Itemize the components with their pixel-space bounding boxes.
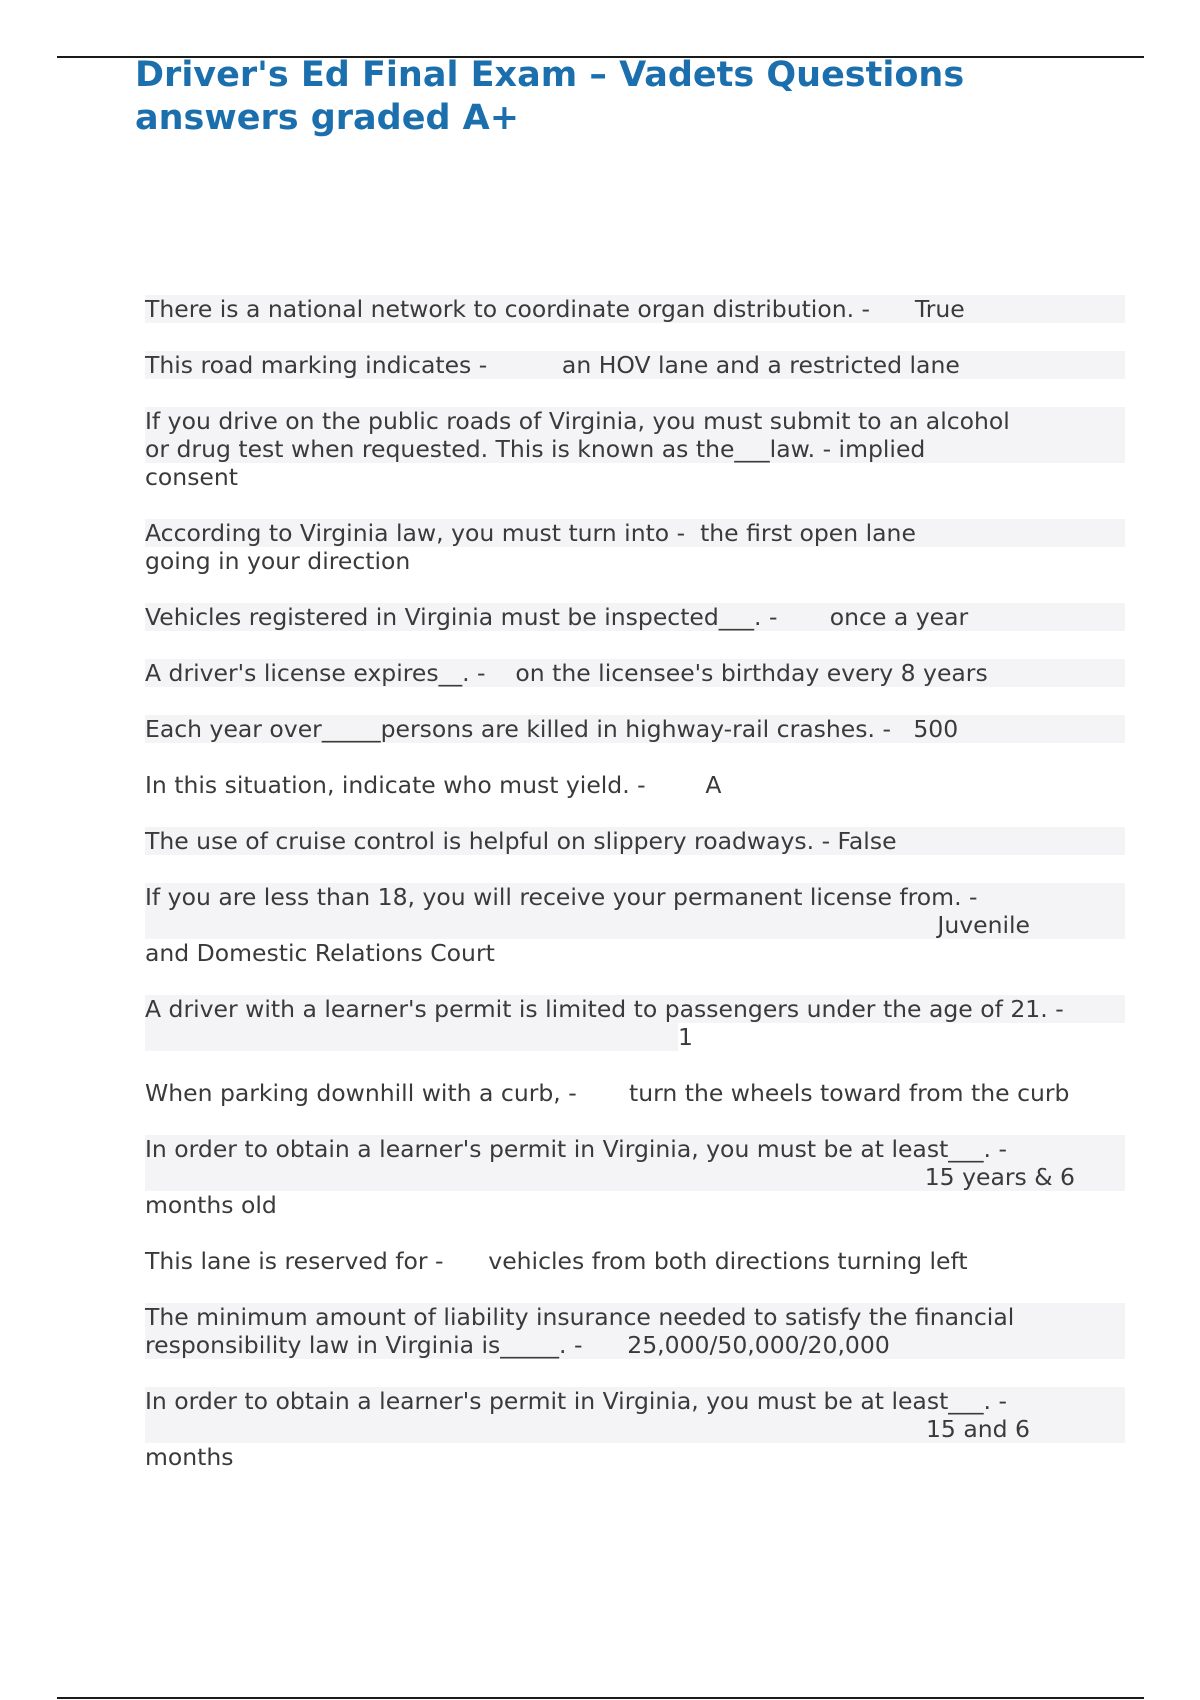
qa-line: A driver's license expires__. - on the licensee's birthday every 8 years [145,659,1125,687]
qa-line: consent [145,463,239,491]
question-answer-list [145,295,1125,1499]
qa-item [145,715,1125,743]
qa-item [145,1247,1125,1275]
qa-line: According to Virginia law, you must turn into - the first open lane [145,519,1125,547]
qa-line: In this situation, indicate who must yield. - A [145,771,722,799]
qa-line: If you drive on the public roads of Virginia, you must submit to an alcohol [145,407,1125,435]
qa-item [145,771,1125,799]
qa-item [145,659,1125,687]
qa-line: When parking downhill with a curb, - turn the wheels toward from the curb [145,1079,1070,1107]
page-title [135,54,1095,140]
title-line: Driver's Ed Final Exam – Vadets Questions [135,55,965,95]
qa-line: If you are less than 18, you will receive your permanent license from. - [145,883,1125,911]
qa-item [145,1079,1125,1107]
qa-line: In order to obtain a learner's permit in Virginia, you must be at least___. - [145,1387,1125,1415]
qa-line: months old [145,1191,277,1219]
qa-item [145,519,1125,575]
qa-line: 15 and 6 [145,1415,1125,1443]
qa-line: Each year over_____persons are killed in highway-rail crashes. - 500 [145,715,1125,743]
qa-line: going in your direction [145,547,411,575]
qa-line: In order to obtain a learner's permit in Virginia, you must be at least___. - [145,1135,1125,1163]
qa-line: A driver with a learner's permit is limited to passengers under the age of 21. - [145,995,1125,1023]
qa-line: This road marking indicates - an HOV lane and a restricted lane [145,351,1125,379]
qa-item [145,1387,1125,1471]
qa-line: or drug test when requested. This is known as the___law. - implied [145,435,1125,463]
qa-item [145,603,1125,631]
qa-item [145,995,1125,1051]
qa-item [145,1135,1125,1219]
qa-line: 1 [145,1023,678,1051]
qa-line: 15 years & 6 [145,1163,1125,1191]
qa-line: Juvenile [145,911,1125,939]
qa-line: and Domestic Relations Court [145,939,495,967]
qa-item [145,351,1125,379]
qa-line: months [145,1443,234,1471]
qa-line: This lane is reserved for - vehicles from both directions turning left [145,1247,968,1275]
title-line: answers graded A+ [135,98,520,138]
qa-line: Vehicles registered in Virginia must be inspected___. - once a year [145,603,1125,631]
qa-item [145,295,1125,323]
qa-line: The minimum amount of liability insurance needed to satisfy the financial [145,1303,1125,1331]
qa-item [145,883,1125,967]
qa-item [145,1303,1125,1359]
bottom-rule [57,1697,1144,1699]
qa-item [145,407,1125,491]
qa-item [145,827,1125,855]
qa-line: responsibility law in Virginia is_____. - 25,000/50,000/20,000 [145,1331,1125,1359]
qa-line: The use of cruise control is helpful on slippery roadways. - False [145,827,1125,855]
qa-line: There is a national network to coordinate organ distribution. - True [145,295,1125,323]
